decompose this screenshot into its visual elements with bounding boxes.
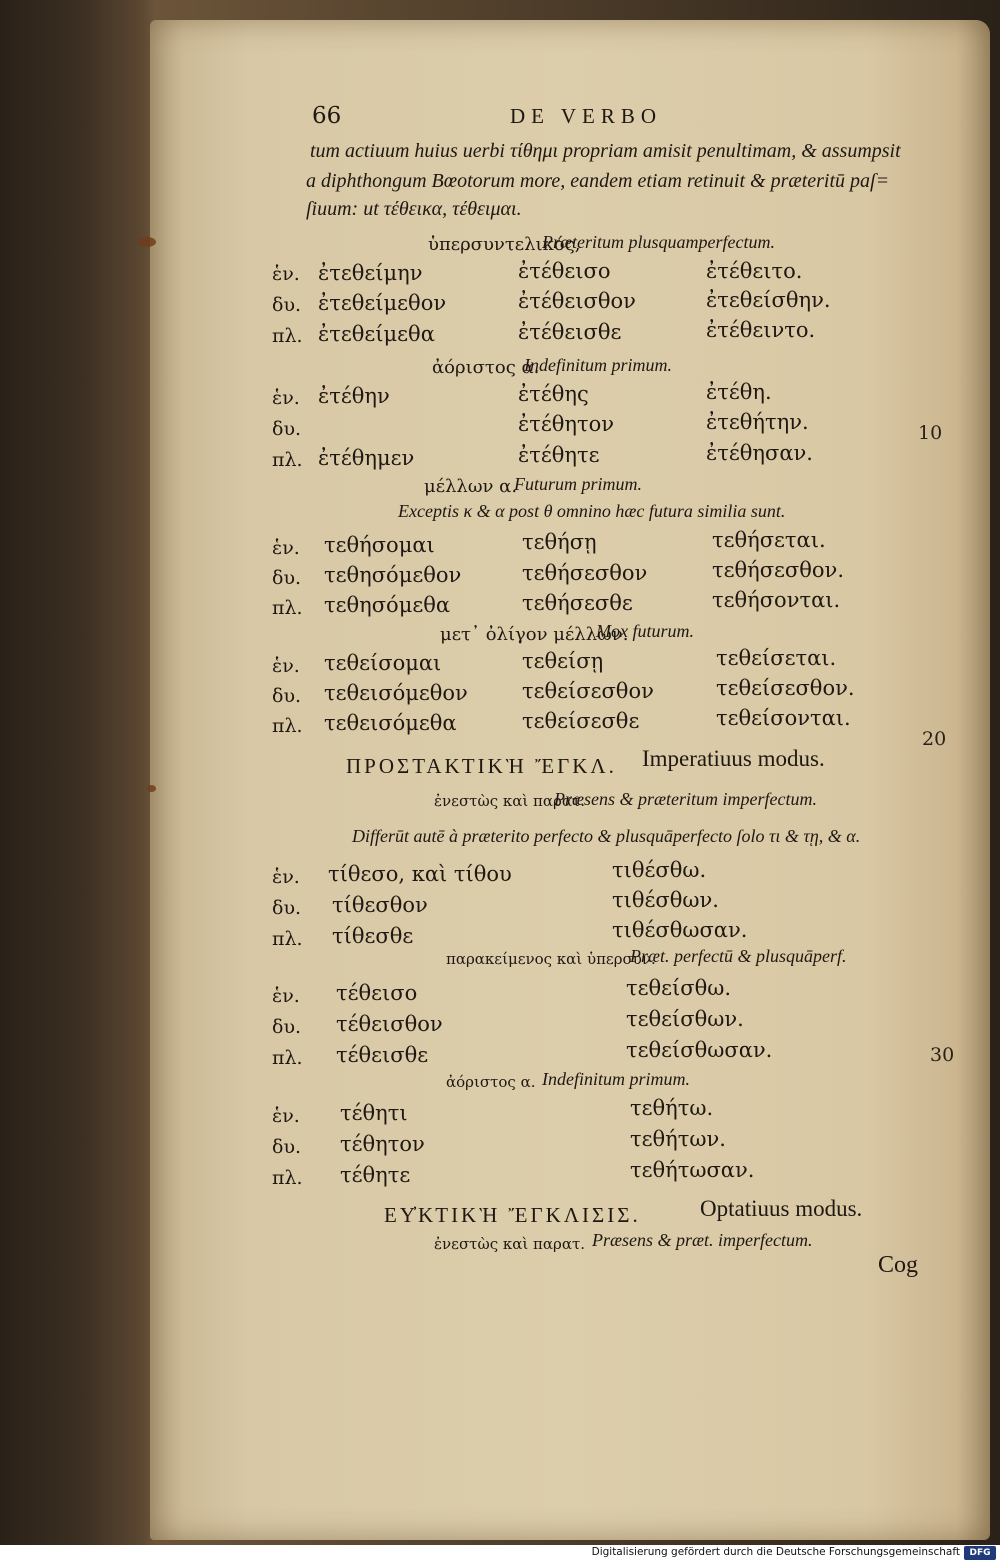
number-label: πλ.: [272, 1047, 303, 1069]
number-label: δυ.: [272, 1136, 302, 1158]
form-cell: τέθητε: [340, 1163, 411, 1187]
catchword: Cog: [878, 1252, 919, 1278]
form-cell: τεθείσεσθον: [522, 679, 654, 703]
form-cell: ἐτέθητε: [518, 443, 600, 467]
subsection-heading-latin: Præsens & præt. imperfectum.: [592, 1230, 813, 1250]
form-cell: τίθεσθον: [332, 893, 428, 917]
form-cell: τεθεισόμεθα: [324, 711, 457, 735]
form-cell: τέθητον: [340, 1132, 425, 1156]
number-label: δυ.: [272, 567, 302, 589]
number-label: δυ.: [272, 418, 302, 440]
form-cell: τίθεσο, καὶ τίθου: [328, 862, 512, 886]
number-label: δυ.: [272, 685, 302, 707]
form-cell: τιθέσθωσαν.: [612, 918, 748, 942]
form-cell: τεθείσεται.: [716, 646, 837, 670]
form-cell: τεθήτωσαν.: [630, 1158, 755, 1182]
running-head: DE VERBO: [510, 104, 663, 128]
form-cell: ἐτέθη.: [706, 380, 772, 404]
mood-heading-latin: Optatiuus modus.: [700, 1196, 863, 1221]
form-cell: ἐτέθεισθον: [518, 289, 636, 313]
number-label: δυ.: [272, 897, 302, 919]
form-cell: τέθεισθε: [336, 1043, 429, 1067]
number-label: ἑν.: [272, 655, 300, 677]
subsection-heading-greek: ἐνεστὼς καὶ παρατ.: [434, 1235, 586, 1253]
form-cell: ἐτέθεισθε: [518, 320, 622, 344]
line-number: 10: [918, 422, 943, 444]
section-heading-greek: μετ᾽ ὀλίγον μέλλων.: [440, 624, 629, 645]
number-label: δυ.: [272, 1016, 302, 1038]
form-cell: ἐτέθειντο.: [706, 318, 816, 342]
section-heading-latin: Præteritum plusquamperfectum.: [542, 232, 775, 252]
form-cell: τεθήσῃ: [522, 530, 597, 554]
form-cell: ἐτέθητον: [518, 412, 615, 436]
form-cell: τεθείσεσθε: [522, 709, 640, 733]
funding-notice: Digitalisierung gefördert durch die Deutsche Forschungsgemeinschaft: [591, 1546, 960, 1558]
section-heading-latin: Futurum primum.: [514, 474, 643, 494]
section-heading-greek: ὑπερσυντελικός,: [428, 234, 581, 255]
form-cell: τεθεισόμεθον: [324, 681, 468, 705]
section-heading-latin: Mox futurum.: [596, 621, 694, 641]
intro-line-3: ſiuum: ut τέθεικα, τέθειμαι.: [306, 198, 522, 220]
section-heading-greek: μέλλων α.: [424, 476, 518, 497]
ink-stain: [147, 785, 156, 792]
form-cell: ἐτεθείμεθα: [318, 322, 435, 346]
form-cell: τεθείσονται.: [716, 706, 851, 730]
form-cell: τεθήτω.: [630, 1096, 714, 1120]
number-label: πλ.: [272, 597, 303, 619]
subsection-heading-greek: ἀόριστος α.: [446, 1073, 536, 1091]
form-cell: τιθέσθω.: [612, 858, 707, 882]
form-cell: τεθήτων.: [630, 1127, 726, 1151]
form-cell: τεθήσεσθον: [522, 561, 648, 585]
form-cell: τίθεσθε: [332, 924, 414, 948]
form-cell: τεθήσεσθον.: [712, 558, 844, 582]
subsection-heading-latin: Indefinitum primum.: [542, 1069, 690, 1089]
footer-bar: [0, 1545, 1000, 1562]
form-cell: ἐτέθην: [318, 384, 390, 408]
form-cell: τεθείσθω.: [626, 976, 732, 1000]
mood-heading-greek: ΠΡΟΣΤΑΚΤΙΚῊ ἜΓΚΛ.: [346, 754, 617, 778]
form-cell: τεθείσθωσαν.: [626, 1038, 773, 1062]
form-cell: ἐτέθησαν.: [706, 441, 813, 465]
number-label: δυ.: [272, 294, 302, 316]
number-label: πλ.: [272, 928, 303, 950]
section-heading-greek: ἀόριστος α.: [432, 357, 540, 378]
number-label: ἑν.: [272, 263, 300, 285]
section-heading-latin: Indefinitum primum.: [524, 355, 672, 375]
number-label: ἑν.: [272, 866, 300, 888]
imperative-note: Differūt autē à præterito perfecto & plusquāperfecto ſolo τι & τῃ, & α.: [352, 826, 861, 846]
ink-stain: [138, 237, 156, 247]
form-cell: τεθείσομαι: [324, 651, 442, 675]
form-cell: τεθείσῃ: [522, 649, 604, 673]
form-cell: τέθητι: [340, 1101, 408, 1125]
number-label: ἑν.: [272, 537, 300, 559]
form-cell: τέθεισθον: [336, 1012, 443, 1036]
form-cell: τεθήσεται.: [712, 528, 826, 552]
number-label: πλ.: [272, 449, 303, 471]
mood-heading-greek: ΕΥ̓ΚΤΙΚῊ ἜΓΚΛΙΣΙΣ.: [384, 1203, 641, 1227]
number-label: πλ.: [272, 1167, 303, 1189]
form-cell: ἐτεθείσθην.: [706, 288, 831, 312]
form-cell: ἐτέθειτο.: [706, 259, 803, 283]
form-cell: τεθείσεσθον.: [716, 676, 855, 700]
section-note: Exceptis κ & α post θ omnino hæc futura similia sunt.: [398, 501, 786, 521]
number-label: ἑν.: [272, 985, 300, 1007]
form-cell: τεθησόμεθον: [324, 563, 462, 587]
mood-heading-latin: Imperatiuus modus.: [642, 746, 825, 771]
dfg-logo: DFG: [964, 1546, 996, 1560]
line-number: 20: [922, 728, 947, 750]
form-cell: ἐτεθείμην: [318, 261, 423, 285]
subsection-heading-latin: Præsens & præteritum imperfectum.: [554, 789, 817, 809]
line-number: 30: [930, 1044, 955, 1066]
form-cell: ἐτέθημεν: [318, 446, 415, 470]
form-cell: ἐτεθείμεθον: [318, 291, 447, 315]
form-cell: τεθήσονται.: [712, 588, 841, 612]
form-cell: τέθεισο: [336, 981, 418, 1005]
number-label: ἑν.: [272, 387, 300, 409]
subsection-heading-latin: Præt. perfectū & plusquāperf.: [630, 946, 847, 966]
form-cell: ἐτέθεισο: [518, 259, 611, 283]
form-cell: ἐτέθης: [518, 382, 589, 406]
subsection-heading-greek: παρακείμενος καὶ ὑπερσυν.: [446, 950, 656, 968]
form-cell: τεθησόμεθα: [324, 593, 451, 617]
number-label: πλ.: [272, 715, 303, 737]
form-cell: ἐτεθήτην.: [706, 410, 809, 434]
folio-number: 66: [312, 103, 342, 129]
subsection-heading-greek: ἐνεστὼς καὶ παρατ.: [434, 792, 586, 810]
number-label: πλ.: [272, 325, 303, 347]
form-cell: τεθήσεσθε: [522, 591, 633, 615]
intro-line-2: a diphthongum Bœotorum more, eandem etiam retinuit & præteritū paſ=: [306, 170, 890, 192]
form-cell: τιθέσθων.: [612, 888, 719, 912]
form-cell: τεθήσομαι: [324, 533, 435, 557]
form-cell: τεθείσθων.: [626, 1007, 744, 1031]
intro-line-1: tum actiuum huius uerbi τίθημι propriam amisit penultimam, & assumpsit: [310, 140, 901, 162]
number-label: ἑν.: [272, 1105, 300, 1127]
